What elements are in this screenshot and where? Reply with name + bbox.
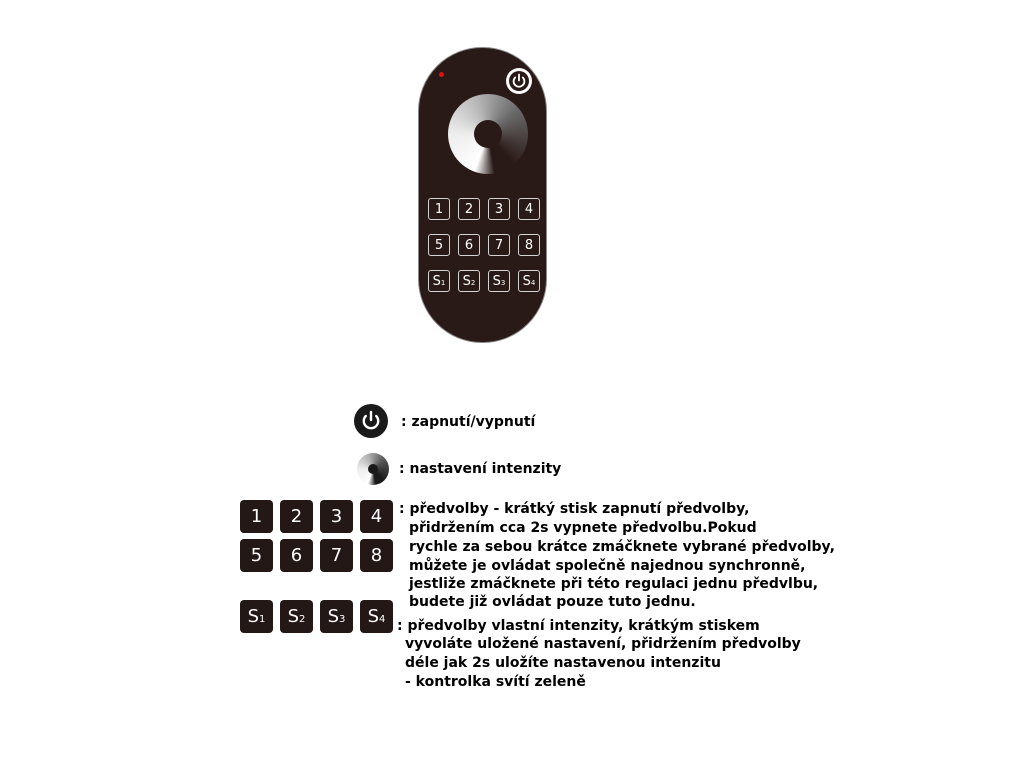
legend-key-4: 4 <box>360 500 393 533</box>
key-7[interactable]: 7 <box>488 234 510 256</box>
key-5[interactable]: 5 <box>428 234 450 256</box>
legend-key-1: 1 <box>240 500 273 533</box>
legend-number-keys-row-2 <box>240 539 393 572</box>
legend-scene-line-4: - kontrolka svítí zeleně <box>405 674 586 690</box>
legend-preset-line-6: budete již ovládat pouze tuto jednu. <box>409 594 696 610</box>
legend-scene-line-2: vyvoláte uložené nastavení, přidržením předvolby <box>405 636 801 652</box>
legend-key-2: 2 <box>280 500 313 533</box>
key-s1[interactable]: S $_1$ <box>428 270 450 292</box>
legend-preset-line-4: můžete je ovládat společně najednou synchronně, <box>409 558 806 574</box>
legend-key-s3: S $_3$ <box>320 600 353 633</box>
key-8[interactable]: 8 <box>518 234 540 256</box>
power-icon <box>506 68 532 94</box>
legend-key-7: 7 <box>320 539 353 572</box>
legend-key-s1: S $_1$ <box>240 600 273 633</box>
legend-key-3: 3 <box>320 500 353 533</box>
legend-scene-line-1: : předvolby vlastní intenzity, krátkým stiskem <box>397 618 760 634</box>
key-3[interactable]: 3 <box>488 198 510 220</box>
status-led <box>439 72 444 77</box>
legend-key-6: 6 <box>280 539 313 572</box>
legend-scene-keys <box>240 600 393 633</box>
legend-scene-line-3: déle jak 2s uložíte nastavenou intenzitu <box>405 655 721 671</box>
legend-preset-line-3: rychle za sebou krátce zmáčknete vybrané předvolby, <box>409 539 835 555</box>
legend-key-8: 8 <box>360 539 393 572</box>
legend-wheel-text: : nastavení intenzity <box>399 461 562 477</box>
power-button[interactable] <box>506 68 532 94</box>
legend-power-text: : zapnutí/vypnutí <box>401 414 536 430</box>
legend-wheel-icon <box>357 453 389 485</box>
wheel-center <box>474 120 502 148</box>
legend-preset-line-1: : předvolby - krátký stisk zapnutí předvolby, <box>399 501 750 517</box>
legend-power-icon <box>354 404 388 438</box>
legend-number-keys-row-1 <box>240 500 393 533</box>
legend-key-5: 5 <box>240 539 273 572</box>
number-keys-row-2 <box>428 234 540 256</box>
intensity-wheel[interactable] <box>448 94 528 174</box>
legend-key-s4: S $_4$ <box>360 600 393 633</box>
key-2[interactable]: 2 <box>458 198 480 220</box>
scene-keys-row <box>428 270 540 292</box>
number-keys-row-1 <box>428 198 540 220</box>
remote-control <box>418 47 547 343</box>
key-s4[interactable]: S $_4$ <box>518 270 540 292</box>
legend-preset-line-5: jestliže zmáčknete při této regulaci jednu předvlbu, <box>409 576 819 592</box>
legend-preset-line-2: přidržením cca 2s vypnete předvolbu.Pokud <box>409 520 757 536</box>
legend-key-s2: S $_2$ <box>280 600 313 633</box>
key-s2[interactable]: S $_2$ <box>458 270 480 292</box>
key-4[interactable]: 4 <box>518 198 540 220</box>
key-s3[interactable]: S $_3$ <box>488 270 510 292</box>
key-1[interactable]: 1 <box>428 198 450 220</box>
key-6[interactable]: 6 <box>458 234 480 256</box>
